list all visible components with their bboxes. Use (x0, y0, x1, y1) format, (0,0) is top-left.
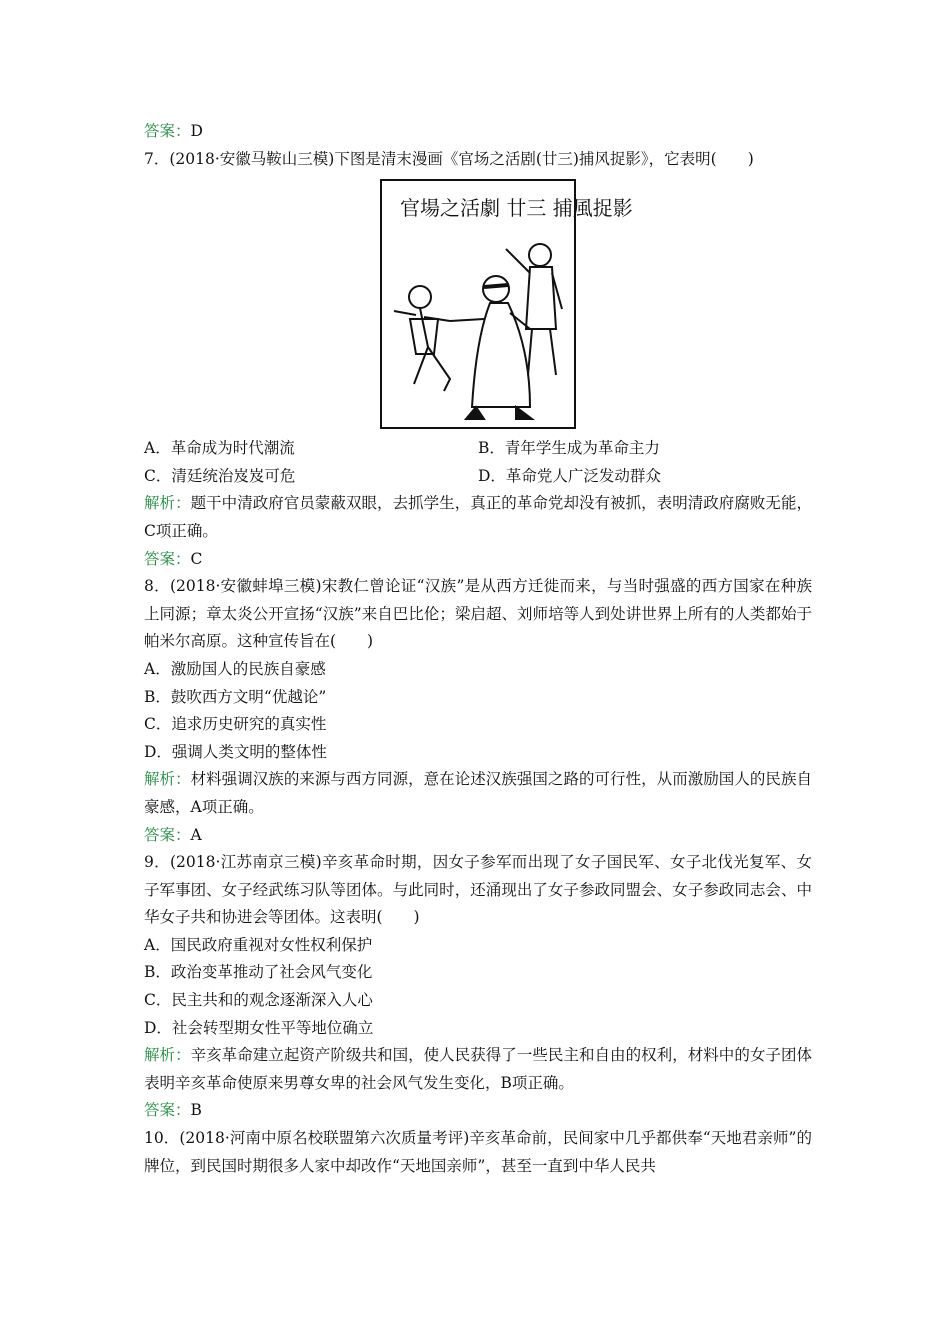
question-8-analysis (144, 766, 812, 821)
answer-value: A (190, 825, 202, 844)
question-7-stem: 7．(2018·安徽马鞍山三模)下图是清末漫画《官场之活剧(廿三)捕风捉影》，它表明( ) (144, 149, 754, 168)
question-8-stem: 8．(2018·安徽蚌埠三模)宋教仁曾论证“汉族”是从西方迁徙而来，与当时强盛的西方国家在种族上同源；章太炎公开宣扬“汉族”来自巴比伦；梁启超、刘师培等人到处讲世界上所有的人类都始于帕米尔高原。这种宣传旨在( ) (144, 577, 812, 651)
answer-label: 答案： (144, 549, 191, 568)
cartoon-image (380, 179, 633, 429)
answer-value: B (190, 1101, 202, 1120)
answer-line (144, 118, 812, 146)
option-d: D．社会转型期女性平等地位确立 (144, 1018, 374, 1037)
answer-label: 答案： (144, 122, 191, 140)
option-d: D．强调人类文明的整体性 (144, 742, 327, 761)
document-page (144, 118, 812, 1180)
option-c: C．清廷统治岌岌可危 (144, 466, 296, 485)
question-10-stem: 10．(2018·河南中原名校联盟第六次质量考评)辛亥革命前，民间家中几乎都供奉“天地君亲师”的牌位，到民国时期很多人家中却改作“天地国亲师”，甚至一直到中华人民共 (144, 1129, 812, 1175)
option-a: A．革命成为时代潮流 (144, 439, 295, 458)
cartoon-caption: 官場之活劇 廿三 捕風捉影 (400, 196, 633, 221)
option-c: C．民主共和的观念逐渐深入人心 (144, 991, 373, 1010)
question-7-answer (144, 546, 812, 574)
question-7-options-row-1 (144, 435, 812, 463)
option-b: B．政治变革推动了社会风气变化 (144, 963, 373, 982)
analysis-text: 辛亥革命建立起资产阶级共和国，使人民获得了一些民主和自由的权利，材料中的女子团体表明辛亥革命使原来男尊女卑的社会风气发生变化，B项正确。 (144, 1046, 812, 1092)
analysis-label: 解析： (144, 770, 191, 789)
cartoon-figure (144, 179, 812, 429)
question-9-answer (144, 1097, 812, 1125)
analysis-text: 材料强调汉族的来源与西方同源，意在论述汉族强国之路的可行性，从而激励国人的民族自豪感，A项正确。 (144, 770, 812, 816)
analysis-label: 解析： (144, 494, 191, 513)
option-a: A．激励国人的民族自豪感 (144, 659, 326, 678)
analysis-label: 解析： (144, 1046, 191, 1065)
question-8-answer (144, 822, 812, 850)
option-c: C．追求历史研究的真实性 (144, 715, 327, 734)
question-9-stem: 9．(2018·江苏南京三模)辛亥革命时期，因女子参军而出现了女子国民军、女子北伐光复军、女子军事团、女子经武练习队等团体。与此同时，还涌现出了女子参政同盟会、女子参政同志会、中华女子共和协进会等团体。这表明( ) (144, 853, 812, 927)
option-b: B．鼓吹西方文明“优越论” (144, 687, 327, 706)
option-d: D．革命党人广泛发动群众 (478, 466, 661, 485)
question-7-options-row-2 (144, 463, 812, 491)
answer-label: 答案： (144, 1101, 191, 1120)
option-a: A．国民政府重视对女性权利保护 (144, 935, 373, 954)
answer-value: C (190, 549, 203, 568)
option-b: B．青年学生成为革命主力 (478, 439, 660, 458)
answer-label: 答案： (144, 825, 191, 844)
analysis-text: 题干中清政府官员蒙蔽双眼，去抓学生，真正的革命党却没有被抓，表明清政府腐败无能，C项正确。 (144, 494, 812, 540)
answer-value: D (190, 122, 203, 140)
question-7-analysis (144, 490, 812, 545)
question-9-analysis (144, 1042, 812, 1097)
